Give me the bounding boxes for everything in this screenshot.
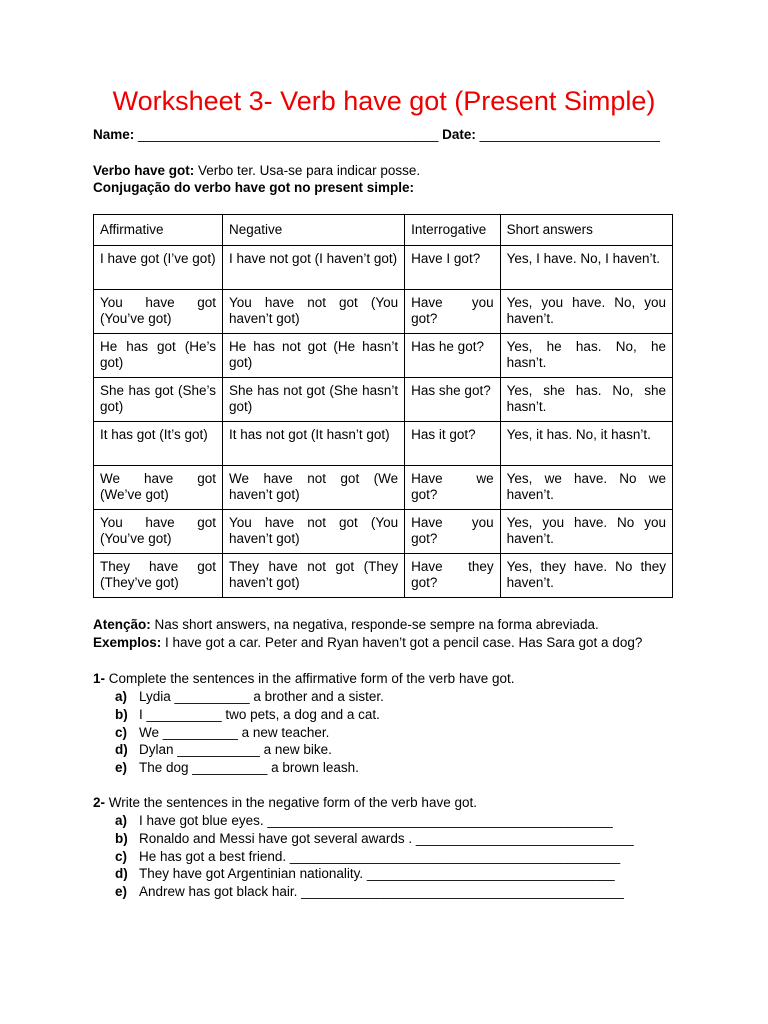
cell-interrogative: Has she got? — [405, 378, 500, 422]
cell-short-answer: Yes, they have. No they haven’t. — [500, 554, 672, 598]
cell-negative: I have not got (I haven’t got) — [223, 246, 405, 290]
list-item[interactable] — [93, 812, 634, 830]
cell-interrogative: Have we got? — [405, 466, 500, 510]
cell-short-answer: Yes, we have. No we haven’t. — [500, 466, 672, 510]
cell-interrogative: Have you got? — [405, 510, 500, 554]
examples-note — [93, 634, 642, 652]
table-header-row — [94, 215, 673, 246]
cell-negative: They have not got (They haven’t got) — [223, 554, 405, 598]
cell-negative: She has not got (She hasn’t got) — [223, 378, 405, 422]
date-label: Date: — [442, 127, 476, 142]
item-text: Dylan ___________ a new bike. — [139, 742, 332, 758]
examples-label: Exemplos: — [93, 635, 162, 650]
cell-negative: We have not got (We haven’t got) — [223, 466, 405, 510]
table-row — [94, 510, 673, 554]
date-blank: ________________________ — [479, 127, 660, 142]
table-row — [94, 378, 673, 422]
cell-affirmative: It has got (It’s got) — [94, 422, 223, 466]
conjugation-table — [93, 214, 673, 598]
attention-label: Atenção: — [93, 617, 151, 632]
exercise-1-number: 1- — [93, 671, 106, 686]
attention-text: Nas short answers, na negativa, responde-se sempre na forma abreviada. — [150, 617, 599, 632]
list-item[interactable] — [93, 865, 634, 883]
name-date-line — [93, 127, 660, 142]
cell-short-answer: Yes, he has. No, he hasn’t. — [500, 334, 672, 378]
notes-section — [93, 616, 642, 652]
item-letter: c) — [115, 724, 128, 740]
item-text: Ronaldo and Messi have got several awards . _____________________________ — [139, 830, 634, 846]
table-row — [94, 422, 673, 466]
cell-short-answer: Yes, she has. No, she hasn’t. — [500, 378, 672, 422]
cell-affirmative: They have got (They’ve got) — [94, 554, 223, 598]
cell-interrogative: Has it got? — [405, 422, 500, 466]
list-item[interactable] — [93, 848, 634, 866]
exercise-2-number: 2- — [93, 795, 106, 810]
table-row — [94, 554, 673, 598]
item-text: He has got a best friend. ____________________________________________ — [139, 848, 621, 864]
table-row — [94, 334, 673, 378]
verb-text: Verbo ter. Usa-se para indicar posse. — [194, 163, 421, 178]
item-letter: e) — [115, 760, 128, 776]
cell-negative: He has not got (He hasn’t got) — [223, 334, 405, 378]
exercise-2-list — [93, 812, 634, 901]
cell-negative: You have not got (You haven’t got) — [223, 290, 405, 334]
exercise-1 — [93, 670, 515, 777]
attention-note — [93, 616, 642, 634]
item-text: We __________ a new teacher. — [139, 724, 330, 740]
cell-negative: You have not got (You haven’t got) — [223, 510, 405, 554]
cell-interrogative: Have I got? — [405, 246, 500, 290]
cell-interrogative: Have you got? — [405, 290, 500, 334]
item-letter: a) — [115, 813, 128, 828]
name-label: Name: — [93, 127, 135, 142]
list-item[interactable] — [93, 883, 634, 901]
cell-short-answer: Yes, you have. No, you haven’t. — [500, 290, 672, 334]
item-text: I have got blue eyes. ______________________________________________ — [139, 813, 613, 828]
item-letter: d) — [115, 742, 128, 758]
header-interrogative: Interrogative — [405, 215, 500, 246]
item-letter: c) — [115, 848, 128, 864]
exercise-2-instruction-text: Write the sentences in the negative form of the verb have got. — [105, 795, 477, 810]
list-item[interactable] — [93, 724, 515, 742]
exercise-2-instruction — [93, 794, 634, 812]
conjugation-heading-text: Conjugação do verbo have got no present simple: — [93, 180, 415, 195]
item-letter: a) — [115, 689, 128, 704]
header-negative: Negative — [223, 215, 405, 246]
cell-affirmative: You have got (You’ve got) — [94, 290, 223, 334]
item-text: Lydia __________ a brother and a sister. — [139, 689, 384, 704]
examples-text: I have got a car. Peter and Ryan haven’t got a pencil case. Has Sara got a dog? — [161, 635, 643, 650]
conjugation-heading — [93, 179, 420, 196]
list-item[interactable] — [93, 706, 515, 724]
cell-interrogative: Has he got? — [405, 334, 500, 378]
cell-short-answer: Yes, it has. No, it hasn’t. — [500, 422, 672, 466]
exercise-1-instruction-text: Complete the sentences in the affirmative form of the verb have got. — [105, 671, 515, 686]
list-item[interactable] — [93, 830, 634, 848]
item-text: I __________ two pets, a dog and a cat. — [139, 706, 380, 722]
item-letter: b) — [115, 706, 128, 722]
cell-affirmative: I have got (I’ve got) — [94, 246, 223, 290]
exercise-2 — [93, 794, 634, 901]
header-short-answers: Short answers — [500, 215, 672, 246]
cell-affirmative: He has got (He’s got) — [94, 334, 223, 378]
cell-short-answer: Yes, you have. No you haven’t. — [500, 510, 672, 554]
item-letter: b) — [115, 830, 128, 846]
item-text: They have got Argentinian nationality. _________________________________ — [139, 866, 615, 882]
item-text: Andrew has got black hair. ___________________________________________ — [139, 884, 624, 900]
item-letter: e) — [115, 884, 128, 900]
list-item[interactable] — [93, 688, 515, 706]
header-affirmative: Affirmative — [94, 215, 223, 246]
cell-affirmative: We have got (We’ve got) — [94, 466, 223, 510]
table-row — [94, 246, 673, 290]
verb-definition — [93, 162, 420, 179]
list-item[interactable] — [93, 759, 515, 777]
table-row — [94, 466, 673, 510]
verb-label: Verbo have got: — [93, 163, 195, 178]
cell-negative: It has not got (It hasn’t got) — [223, 422, 405, 466]
cell-affirmative: She has got (She’s got) — [94, 378, 223, 422]
cell-interrogative: Have they got? — [405, 554, 500, 598]
intro-section — [93, 162, 420, 196]
list-item[interactable] — [93, 741, 515, 759]
cell-short-answer: Yes, I have. No, I haven’t. — [500, 246, 672, 290]
exercise-1-instruction — [93, 670, 515, 688]
item-letter: d) — [115, 866, 128, 882]
name-blank: ________________________________________ — [138, 127, 439, 142]
cell-affirmative: You have got (You’ve got) — [94, 510, 223, 554]
table-row — [94, 290, 673, 334]
worksheet-title: Worksheet 3- Verb have got (Present Simple) — [112, 86, 656, 116]
exercise-1-list — [93, 688, 515, 777]
item-text: The dog __________ a brown leash. — [139, 760, 359, 776]
